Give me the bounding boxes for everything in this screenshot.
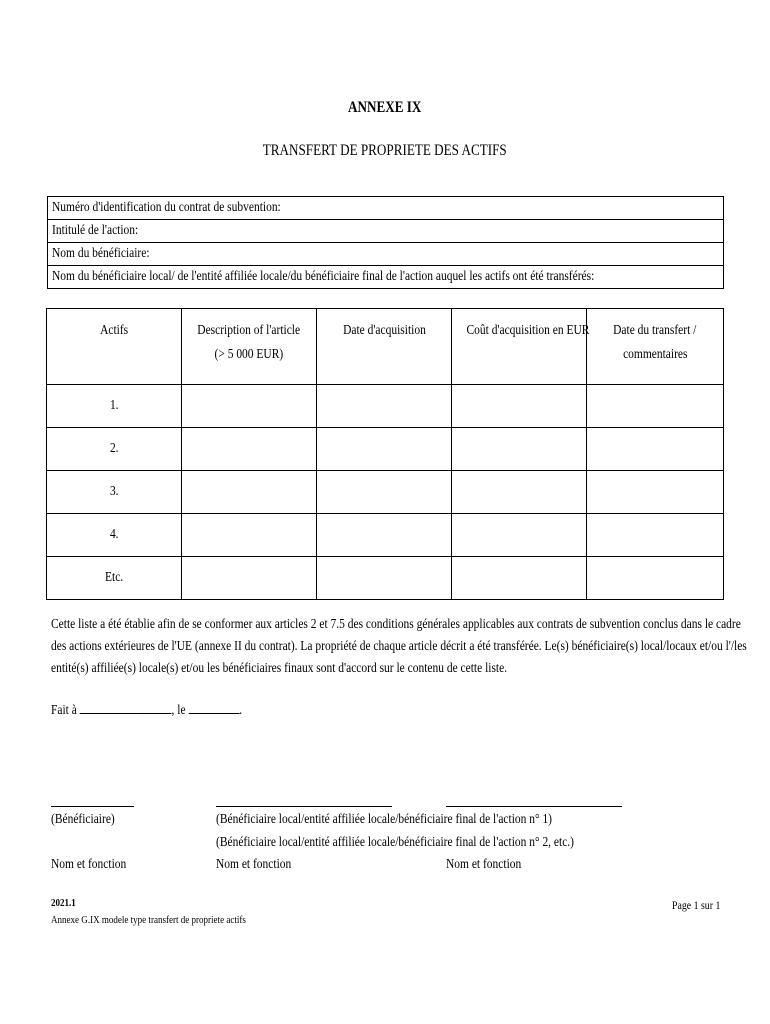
header-description: Description of l'article (> 5 000 EUR) — [182, 309, 317, 385]
table-cell[interactable] — [182, 471, 317, 514]
table-cell[interactable] — [452, 557, 587, 600]
contract-info-box — [47, 196, 724, 289]
table-cell[interactable] — [182, 557, 317, 600]
row-label: 2. — [47, 428, 182, 471]
paragraph-line: des actions extérieures de l'UE (annexe II du contrat). La propriété de chaque article décrit a été transférée. Le(s) bénéficiaire(s) local/locaux et/ou l'/les — [51, 639, 747, 654]
footer-reference: Annexe G.IX modele type transfert de propriete actifs — [51, 914, 246, 926]
info-field-action-title: Intitulé de l'action: — [48, 220, 723, 243]
signature-line-beneficiary[interactable] — [51, 806, 134, 807]
table-row — [47, 557, 724, 600]
assets-table — [46, 308, 724, 600]
place-blank-end[interactable] — [137, 703, 171, 714]
table-cell[interactable] — [452, 471, 587, 514]
table-cell[interactable] — [452, 514, 587, 557]
table-cell[interactable] — [182, 428, 317, 471]
compliance-paragraph — [51, 614, 747, 680]
table-cell[interactable] — [317, 471, 452, 514]
table-cell[interactable] — [452, 385, 587, 428]
paragraph-line: entité(s) affiliée(s) locale(s) et/ou les bénéficiaires finaux sont d'accord sur le contenu de cette liste. — [51, 661, 508, 676]
row-label: Etc. — [47, 557, 182, 600]
table-cell[interactable] — [587, 471, 724, 514]
table-row — [47, 514, 724, 557]
fait-suffix: . — [239, 703, 243, 718]
name-function-label-2: Nom et fonction — [216, 857, 292, 872]
page-number: Page 1 sur 1 — [672, 898, 721, 912]
table-cell[interactable] — [317, 428, 452, 471]
role-local-beneficiary-2: (Bénéficiaire local/entité affiliée locale/bénéficiaire final de l'action n° 2, etc.) — [216, 835, 574, 850]
table-cell[interactable] — [587, 514, 724, 557]
paragraph-line: Cette liste a été établie afin de se conformer aux articles 2 et 7.5 des conditions générales applicables aux contrats de subvention conclus dans le cadre — [51, 617, 741, 632]
table-cell[interactable] — [182, 385, 317, 428]
info-field-contract-number: Numéro d'identification du contrat de subvention: — [48, 197, 723, 220]
row-label: 4. — [47, 514, 182, 557]
fait-prefix: Fait à — [51, 703, 80, 718]
row-label: 3. — [47, 471, 182, 514]
table-cell[interactable] — [317, 385, 452, 428]
header-date-acquisition: Date d'acquisition — [317, 309, 452, 385]
date-blank[interactable] — [188, 703, 239, 714]
name-function-label-1: Nom et fonction — [51, 857, 127, 872]
table-cell[interactable] — [587, 557, 724, 600]
header-actifs: Actifs — [47, 309, 182, 385]
info-field-local-beneficiary: Nom du bénéficiaire local/ de l'entité affiliée locale/du bénéficiaire final de l'action auquel les actifs ont été transférés: — [52, 269, 595, 284]
document-subtitle: TRANSFERT DE PROPRIETE DES ACTIFS — [263, 142, 507, 159]
table-cell[interactable] — [317, 514, 452, 557]
table-cell[interactable] — [182, 514, 317, 557]
table-cell[interactable] — [317, 557, 452, 600]
header-cout-acquisition: Coût d'acquisition en EUR — [452, 309, 587, 385]
role-local-beneficiary-1: (Bénéficiaire local/entité affiliée locale/bénéficiaire final de l'action n° 1) — [216, 812, 553, 827]
table-row — [47, 428, 724, 471]
signature-line-local-2[interactable] — [446, 806, 622, 807]
table-cell[interactable] — [587, 385, 724, 428]
place-date-line — [51, 703, 284, 719]
table-row — [47, 471, 724, 514]
name-function-label-3: Nom et fonction — [446, 857, 522, 872]
signature-line-local-1[interactable] — [216, 806, 392, 807]
footer-version: 2021.1 — [51, 897, 76, 909]
annex-title: ANNEXE IX — [348, 99, 422, 116]
table-row — [47, 385, 724, 428]
place-blank[interactable] — [80, 703, 137, 714]
table-cell[interactable] — [587, 428, 724, 471]
role-beneficiary: (Bénéficiaire) — [51, 812, 115, 827]
table-cell[interactable] — [452, 428, 587, 471]
info-field-beneficiary-name: Nom du bénéficiaire: — [48, 243, 723, 266]
fait-middle: , le — [171, 703, 189, 718]
row-label: 1. — [47, 385, 182, 428]
table-header-row — [47, 309, 724, 385]
header-date-transfert: Date du transfert / commentaires — [587, 309, 724, 385]
